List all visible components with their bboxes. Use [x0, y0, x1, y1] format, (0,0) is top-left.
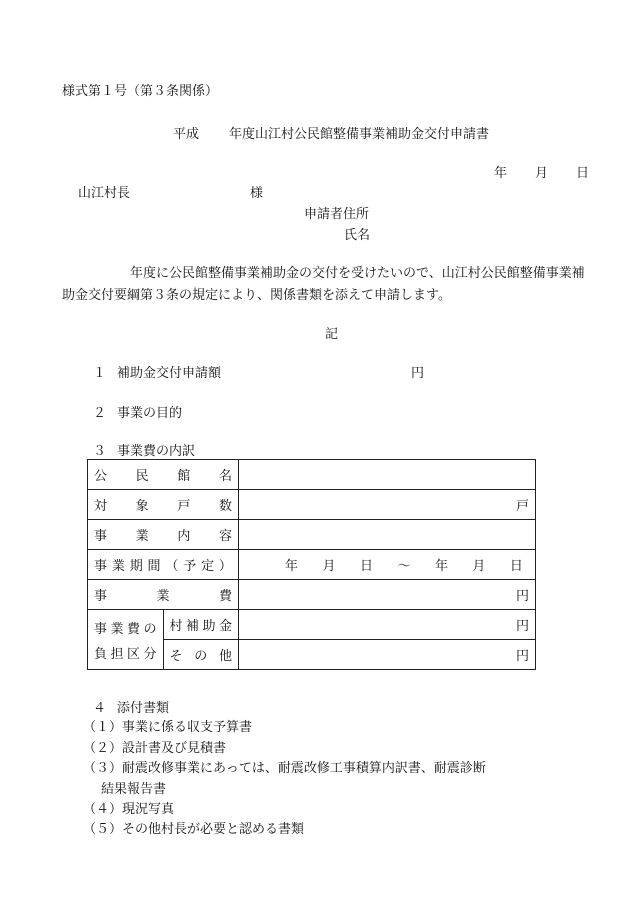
label-char: 村: [169, 619, 183, 634]
households-label-cell: [88, 490, 239, 520]
addressee-name: 山江村長: [78, 186, 131, 201]
label-char: 区: [126, 646, 140, 662]
label-char: 他: [218, 649, 232, 664]
content-value: [239, 520, 536, 550]
households-unit: 戸: [515, 499, 529, 514]
label-char: 容: [218, 529, 232, 544]
share-label-cell: [88, 610, 164, 670]
attachment-item: （２）設計書及び見積書: [83, 741, 227, 756]
village-subsidy-value: [239, 610, 536, 640]
label-char: 数: [218, 499, 232, 514]
item2-num: ２: [93, 406, 107, 421]
label-char: 業: [111, 559, 125, 574]
document-title: [173, 123, 489, 142]
label-char: 館: [177, 469, 191, 484]
cost-label: [94, 585, 232, 604]
label-char: 金: [218, 619, 232, 634]
label-char: 助: [202, 619, 216, 634]
label-char: ）: [218, 559, 232, 574]
label-char: 費: [126, 621, 140, 637]
label-char: 対: [94, 499, 108, 514]
attachment-item: （４）現況写真: [83, 802, 175, 817]
title-text: 年度山江村公民館整備事業補助金交付申請書: [229, 127, 490, 142]
period-day-1: 日: [359, 559, 373, 574]
hall-name-value: [239, 460, 536, 490]
label-char: 戸: [177, 499, 191, 514]
label-char: 予: [183, 559, 197, 574]
attachment-item: （１）事業に係る収支予算書: [83, 720, 253, 735]
item1-num: １: [93, 366, 107, 381]
cost-value: [239, 580, 536, 610]
item4-label: 添付書類: [117, 701, 170, 716]
date-line: [494, 162, 589, 181]
body-line-2: 助金交付要綱第３条の規定により、関係書類を添えて申請します。: [62, 288, 451, 303]
table-row: [88, 610, 536, 640]
label-char: 公: [94, 469, 108, 484]
body-line-1: 年度に公民館整備事業補助金の交付を受けたいので、山江村公民館整備事業補: [130, 266, 585, 281]
item3-label: 事業費の内訳: [117, 444, 196, 459]
title-era: 平成: [173, 127, 200, 142]
label-char: の: [143, 621, 157, 637]
households-label: [94, 495, 232, 514]
table-row: [88, 490, 536, 520]
label-char: 事: [94, 589, 108, 604]
table-row: [88, 580, 536, 610]
attachment-item: （５）その他村長が必要と認める書類: [83, 822, 305, 837]
period-day-2: 日: [509, 559, 523, 574]
other-label-cell: [163, 640, 239, 670]
other-label: [170, 645, 233, 664]
label-char: 事: [94, 529, 108, 544]
attachment-item-continuation: 結果報告書: [101, 782, 167, 797]
label-char: 担: [110, 646, 124, 662]
table-row: [88, 550, 536, 580]
other-unit: 円: [515, 649, 529, 664]
applicant-address-label: 申請者住所: [304, 207, 370, 222]
attachment-item: （３）耐震改修事業にあっては、耐震改修工事積算内訳書、耐震診断: [83, 761, 486, 776]
hall-name-label-cell: [88, 460, 239, 490]
label-char: 業: [135, 529, 149, 544]
households-value: [239, 490, 536, 520]
cost-label-cell: [88, 580, 239, 610]
label-char: 負: [94, 646, 108, 662]
item1-unit: 円: [411, 366, 425, 381]
period-year-2: 年: [434, 559, 448, 574]
period-year-1: 年: [285, 559, 299, 574]
label-char: 費: [218, 589, 232, 604]
content-label-cell: [88, 520, 239, 550]
period-month-2: 月: [472, 559, 486, 574]
village-subsidy-unit: 円: [515, 619, 529, 634]
item1-label: 補助金交付申請額: [117, 366, 222, 381]
label-char: 間: [147, 559, 161, 574]
label-char: （: [165, 559, 179, 574]
period-month-1: 月: [322, 559, 336, 574]
content-label: [94, 525, 232, 544]
label-char: 事: [94, 559, 108, 574]
item2-label: 事業の目的: [117, 406, 183, 421]
share-label-line-2: [94, 643, 157, 662]
label-char: の: [194, 649, 208, 664]
table-row: [88, 520, 536, 550]
addressee-honorific: 様: [250, 186, 264, 201]
label-char: 業: [110, 621, 124, 637]
form-number: 様式第１号（第３条関係）: [62, 84, 219, 99]
breakdown-table: [87, 459, 536, 670]
label-char: 分: [143, 646, 157, 662]
ki-heading: 記: [325, 327, 339, 342]
label-char: 補: [185, 619, 199, 634]
date-year: 年: [494, 166, 508, 181]
period-label: [94, 555, 232, 574]
period-value: [239, 550, 536, 580]
label-char: 事: [94, 621, 108, 637]
share-label-line-1: [94, 618, 157, 637]
item4-num: ４: [93, 701, 107, 716]
village-subsidy-label-cell: [163, 610, 239, 640]
label-char: 定: [201, 559, 215, 574]
period-tilde: ～: [397, 559, 411, 574]
label-char: 名: [218, 469, 232, 484]
other-value: [239, 640, 536, 670]
label-char: 期: [129, 559, 143, 574]
period-label-cell: [88, 550, 239, 580]
date-month: 月: [535, 166, 549, 181]
label-char: 業: [156, 589, 170, 604]
cost-unit: 円: [515, 589, 529, 604]
label-char: 象: [135, 499, 149, 514]
table-row: [88, 460, 536, 490]
label-char: 民: [135, 469, 149, 484]
hall-name-label: [94, 465, 232, 484]
label-char: そ: [169, 649, 183, 664]
item3-num: ３: [93, 444, 107, 459]
date-day: 日: [576, 166, 590, 181]
label-char: 内: [177, 529, 191, 544]
applicant-name-label: 氏名: [344, 228, 371, 243]
village-subsidy-label: [170, 615, 233, 634]
